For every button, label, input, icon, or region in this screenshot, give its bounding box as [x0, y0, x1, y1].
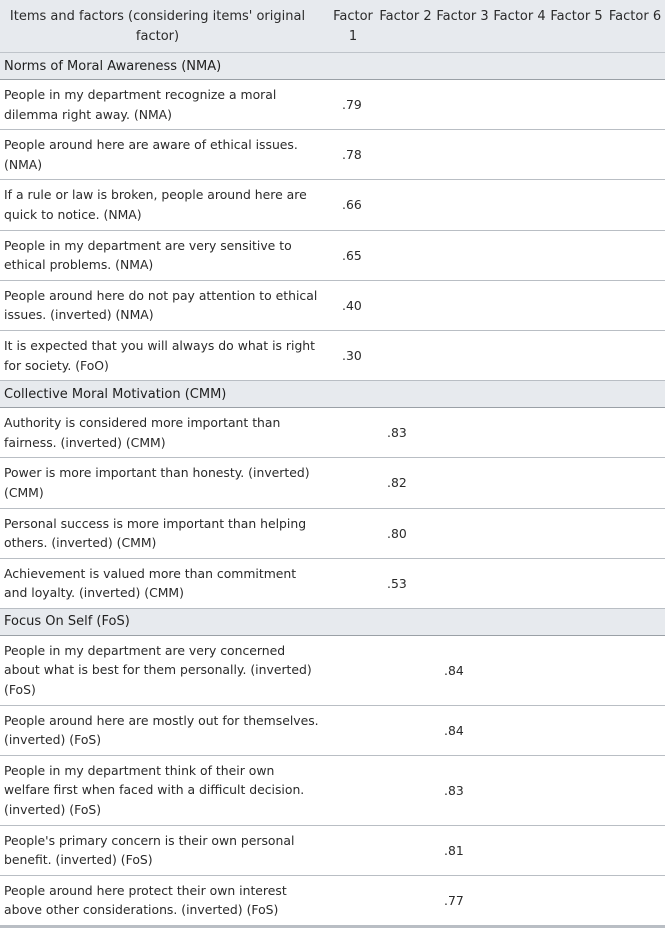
factor-6-cell [605, 280, 665, 330]
factor-3-cell [434, 558, 491, 608]
factor-5-cell [548, 705, 605, 755]
factor-1-cell [329, 875, 377, 926]
header-items-and-factors: Items and factors (considering items' original factor) [0, 0, 329, 53]
factor-2-cell [377, 705, 434, 755]
factor-6-cell [605, 330, 665, 380]
table-row [0, 508, 665, 558]
factor-5-cell [548, 230, 605, 280]
factor-loading-value: .53 [387, 575, 407, 591]
table-row [0, 635, 665, 705]
factor-1-cell [329, 705, 377, 755]
section-title: Focus On Self (FoS) [0, 608, 665, 635]
factor-loading-value: .82 [387, 475, 407, 491]
factor-3-cell [434, 508, 491, 558]
factor-loading-value: .66 [342, 197, 362, 213]
factor-4-cell [491, 875, 548, 926]
header-factor-5: Factor 5 [548, 0, 605, 53]
factor-3-cell [434, 705, 491, 755]
factor-2-cell [377, 230, 434, 280]
factor-loading-value: .81 [444, 842, 464, 858]
factor-6-cell [605, 635, 665, 705]
factor-loading-value: .83 [444, 782, 464, 798]
factor-6-cell [605, 705, 665, 755]
factor-5-cell [548, 558, 605, 608]
header-factor-2: Factor 2 [377, 0, 434, 53]
item-text: Authority is considered more important than fairness. (inverted) (CMM) [0, 408, 329, 458]
table-row [0, 180, 665, 230]
factor-2-cell [377, 458, 434, 508]
factor-2-cell [377, 330, 434, 380]
factor-3-cell [434, 280, 491, 330]
factor-1-cell [329, 130, 377, 180]
factor-6-cell [605, 558, 665, 608]
factor-loading-value: .78 [342, 147, 362, 163]
factor-4-cell [491, 280, 548, 330]
factor-1-cell [329, 508, 377, 558]
factor-1-cell [329, 230, 377, 280]
factor-3-cell [434, 230, 491, 280]
factor-3-cell [434, 458, 491, 508]
factor-2-cell [377, 825, 434, 875]
factor-3-cell [434, 635, 491, 705]
factor-4-cell [491, 458, 548, 508]
table-row [0, 130, 665, 180]
item-text: People around here protect their own interest above other considerations. (inverted) (FoS) [0, 875, 329, 926]
factor-2-cell [377, 180, 434, 230]
factor-4-cell [491, 80, 548, 130]
factor-loading-value: .77 [444, 892, 464, 908]
factor-loading-value: .30 [342, 348, 362, 364]
factor-1-cell [329, 635, 377, 705]
section-header-row [0, 381, 665, 408]
factor-3-cell [434, 180, 491, 230]
table-row [0, 825, 665, 875]
factor-loading-value: .84 [444, 662, 464, 678]
factor-4-cell [491, 508, 548, 558]
item-text: If a rule or law is broken, people around here are quick to notice. (NMA) [0, 180, 329, 230]
factor-5-cell [548, 458, 605, 508]
factor-5-cell [548, 330, 605, 380]
factor-1-cell [329, 755, 377, 825]
factor-2-cell [377, 875, 434, 926]
table-header-row [0, 0, 665, 53]
factor-3-cell [434, 130, 491, 180]
section-title: Collective Moral Motivation (CMM) [0, 381, 665, 408]
factor-4-cell [491, 755, 548, 825]
item-text: People in my department think of their own welfare first when faced with a difficult decision. (inverted) (FoS) [0, 755, 329, 825]
factor-2-cell [377, 130, 434, 180]
factor-4-cell [491, 705, 548, 755]
table-row [0, 408, 665, 458]
factor-4-cell [491, 825, 548, 875]
table-row [0, 458, 665, 508]
factor-6-cell [605, 755, 665, 825]
factor-4-cell [491, 130, 548, 180]
factor-5-cell [548, 508, 605, 558]
section-header-row [0, 53, 665, 80]
header-factor-1: Factor 1 [329, 0, 377, 53]
factor-loading-value: .84 [444, 722, 464, 738]
item-text: People in my department are very concerned about what is best for them personally. (inverted) (FoS) [0, 635, 329, 705]
factor-2-cell [377, 755, 434, 825]
table-body [0, 53, 665, 927]
factor-1-cell [329, 80, 377, 130]
item-text: People in my department recognize a moral dilemma right away. (NMA) [0, 80, 329, 130]
factor-6-cell [605, 458, 665, 508]
factor-4-cell [491, 230, 548, 280]
factor-3-cell [434, 80, 491, 130]
factor-1-cell [329, 825, 377, 875]
table-row [0, 280, 665, 330]
factor-1-cell [329, 280, 377, 330]
factor-6-cell [605, 508, 665, 558]
factor-5-cell [548, 755, 605, 825]
section-title: Norms of Moral Awareness (NMA) [0, 53, 665, 80]
table-row [0, 875, 665, 926]
factor-2-cell [377, 408, 434, 458]
factor-5-cell [548, 408, 605, 458]
factor-1-cell [329, 180, 377, 230]
factor-4-cell [491, 180, 548, 230]
table-row [0, 330, 665, 380]
factor-6-cell [605, 408, 665, 458]
factor-1-cell [329, 558, 377, 608]
item-text: Achievement is valued more than commitment and loyalty. (inverted) (CMM) [0, 558, 329, 608]
factor-5-cell [548, 130, 605, 180]
factor-2-cell [377, 508, 434, 558]
factor-6-cell [605, 825, 665, 875]
table-row [0, 558, 665, 608]
factor-loading-value: .40 [342, 297, 362, 313]
factor-1-cell [329, 330, 377, 380]
factor-5-cell [548, 80, 605, 130]
factor-5-cell [548, 180, 605, 230]
factor-1-cell [329, 458, 377, 508]
factor-6-cell [605, 130, 665, 180]
factor-5-cell [548, 635, 605, 705]
factor-4-cell [491, 558, 548, 608]
header-factor-3: Factor 3 [434, 0, 491, 53]
header-factor-6: Factor 6 [605, 0, 665, 53]
factor-3-cell [434, 330, 491, 380]
item-text: People's primary concern is their own personal benefit. (inverted) (FoS) [0, 825, 329, 875]
factor-loading-value: .83 [387, 425, 407, 441]
factor-4-cell [491, 330, 548, 380]
table-row [0, 230, 665, 280]
factor-5-cell [548, 280, 605, 330]
factor-2-cell [377, 80, 434, 130]
factor-3-cell [434, 875, 491, 926]
factor-2-cell [377, 558, 434, 608]
item-text: People around here are mostly out for themselves. (inverted) (FoS) [0, 705, 329, 755]
factor-1-cell [329, 408, 377, 458]
item-text: Personal success is more important than helping others. (inverted) (CMM) [0, 508, 329, 558]
table-row [0, 755, 665, 825]
item-text: Power is more important than honesty. (inverted) (CMM) [0, 458, 329, 508]
factor-loading-value: .79 [342, 97, 362, 113]
item-text: People in my department are very sensitive to ethical problems. (NMA) [0, 230, 329, 280]
table-row [0, 80, 665, 130]
header-factor-4: Factor 4 [491, 0, 548, 53]
factor-3-cell [434, 408, 491, 458]
item-text: It is expected that you will always do what is right for society. (FoO) [0, 330, 329, 380]
factor-6-cell [605, 875, 665, 926]
factor-6-cell [605, 80, 665, 130]
item-text: People around here do not pay attention to ethical issues. (inverted) (NMA) [0, 280, 329, 330]
factor-3-cell [434, 755, 491, 825]
factor-loading-value: .65 [342, 247, 362, 263]
section-header-row [0, 608, 665, 635]
table-row [0, 705, 665, 755]
factor-4-cell [491, 408, 548, 458]
factor-2-cell [377, 280, 434, 330]
factor-5-cell [548, 825, 605, 875]
factor-loading-value: .80 [387, 525, 407, 541]
factor-4-cell [491, 635, 548, 705]
factor-6-cell [605, 180, 665, 230]
factor-5-cell [548, 875, 605, 926]
item-text: People around here are aware of ethical issues. (NMA) [0, 130, 329, 180]
factor-2-cell [377, 635, 434, 705]
factor-3-cell [434, 825, 491, 875]
factor-6-cell [605, 230, 665, 280]
